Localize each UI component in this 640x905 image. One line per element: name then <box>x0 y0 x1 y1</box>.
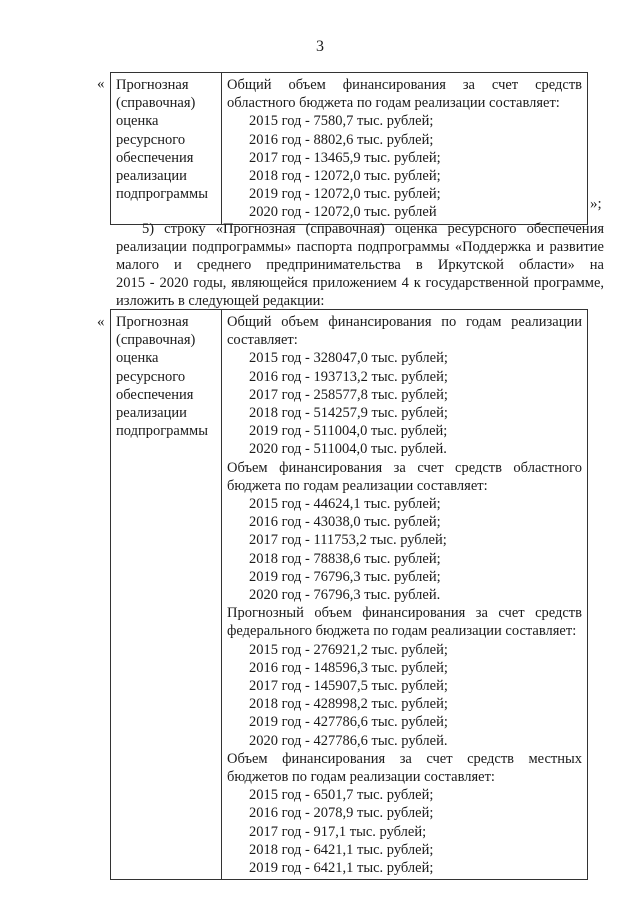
year-amount-line: 2019 год - 6421,1 тыс. рублей; <box>249 860 434 877</box>
amendment-paragraph <box>116 220 604 310</box>
year-amount-line: 2016 год - 8802,6 тыс. рублей; <box>249 131 434 148</box>
year-amount-line: 2017 год - 258577,8 тыс. рублей; <box>249 386 448 403</box>
closing-quote: »; <box>590 196 602 212</box>
label-text <box>116 76 216 203</box>
year-amount-line: 2016 год - 43038,0 тыс. рублей; <box>249 514 441 531</box>
year-amount-line: 2015 год - 44624,1 тыс. рублей; <box>249 496 441 513</box>
content-line: федерального бюджета по годам реализации составляет: <box>227 623 577 640</box>
label-line: ресурсного <box>116 368 186 385</box>
content-text <box>227 76 582 222</box>
year-amount-line: 2020 год - 12072,0 тыс. рублей <box>249 204 437 221</box>
content-line: Общий объем финансирования за счет средств <box>227 77 582 93</box>
label-line: оценка <box>116 113 159 130</box>
year-amount-line: 2019 год - 76796,3 тыс. рублей; <box>249 568 441 585</box>
content-cell <box>222 310 588 880</box>
year-amount-line: 2017 год - 917,1 тыс. рублей; <box>249 823 427 840</box>
label-line: обеспечения <box>116 386 194 403</box>
year-amount-line: 2018 год - 514257,9 тыс. рублей; <box>249 405 448 422</box>
label-line: (справочная) <box>116 332 196 349</box>
label-line: Прогнозная <box>116 314 189 330</box>
label-cell <box>111 73 222 225</box>
content-line: бюджета по годам реализации составляет: <box>227 477 488 494</box>
year-amount-line: 2018 год - 428998,2 тыс. рублей; <box>249 696 448 713</box>
content-line: Объем финансирования за счет средств областного <box>227 459 582 476</box>
paragraph-line: 2015 - 2020 годы, являющейся приложением 4 к государственной программе, <box>116 275 604 291</box>
year-amount-line: 2018 год - 12072,0 тыс. рублей; <box>249 168 441 185</box>
label-line: ресурсного <box>116 131 186 148</box>
year-amount-line: 2016 год - 193713,2 тыс. рублей; <box>249 368 448 385</box>
year-amount-line: 2019 год - 12072,0 тыс. рублей; <box>249 186 441 203</box>
label-line: реализации <box>116 405 187 422</box>
content-line: составляет: <box>227 332 298 349</box>
paragraph-line: малого и среднего предпринимательства в Иркутской области» на <box>116 257 604 273</box>
year-amount-line: 2020 год - 427786,6 тыс. рублей. <box>249 732 448 749</box>
label-cell <box>111 310 222 880</box>
label-line: реализации <box>116 168 187 185</box>
page-number: 3 <box>316 38 324 55</box>
year-amount-line: 2016 год - 2078,9 тыс. рублей; <box>249 805 434 822</box>
year-amount-line: 2016 год - 148596,3 тыс. рублей; <box>249 659 448 676</box>
label-line: оценка <box>116 350 159 367</box>
content-cell <box>222 73 588 225</box>
year-amount-line: 2018 год - 6421,1 тыс. рублей; <box>249 841 434 858</box>
year-amount-line: 2017 год - 145907,5 тыс. рублей; <box>249 678 448 695</box>
year-amount-line: 2015 год - 276921,2 тыс. рублей; <box>249 641 448 658</box>
year-amount-line: 2015 год - 328047,0 тыс. рублей; <box>249 350 448 367</box>
resource-table-old <box>110 72 588 225</box>
opening-quote: « <box>97 314 105 330</box>
year-amount-line: 2020 год - 76796,3 тыс. рублей. <box>249 587 441 604</box>
paragraph-line: 5) строку «Прогнозная (справочная) оценка ресурсного обеспечения <box>142 221 604 237</box>
year-amount-line: 2017 год - 111753,2 тыс. рублей; <box>249 532 447 549</box>
content-line: Прогнозный объем финансирования за счет средств <box>227 605 582 622</box>
year-amount-line: 2017 год - 13465,9 тыс. рублей; <box>249 149 441 166</box>
label-line: подпрограммы <box>116 186 208 203</box>
content-line: областного бюджета по годам реализации составляет: <box>227 95 560 112</box>
year-amount-line: 2015 год - 6501,7 тыс. рублей; <box>249 787 434 804</box>
year-amount-line: 2019 год - 427786,6 тыс. рублей; <box>249 714 448 731</box>
year-amount-line: 2015 год - 7580,7 тыс. рублей; <box>249 113 434 130</box>
label-line: (справочная) <box>116 95 196 112</box>
year-amount-line: 2019 год - 511004,0 тыс. рублей; <box>249 423 448 440</box>
content-line: бюджетов по годам реализации составляет: <box>227 769 495 786</box>
label-line: Прогнозная <box>116 77 189 93</box>
content-text <box>227 313 582 877</box>
year-amount-line: 2018 год - 78838,6 тыс. рублей; <box>249 550 441 567</box>
content-line: Общий объем финансирования по годам реализации <box>227 314 582 330</box>
content-line: Объем финансирования за счет средств местных <box>227 750 582 767</box>
paragraph-line: реализации подпрограммы» паспорта подпрограммы «Поддержка и развитие <box>116 239 604 255</box>
label-line: обеспечения <box>116 149 194 166</box>
label-text <box>116 313 216 440</box>
resource-table-new <box>110 309 588 880</box>
label-line: подпрограммы <box>116 423 208 440</box>
paragraph-line: изложить в следующей редакции: <box>116 293 325 309</box>
opening-quote: « <box>97 76 105 92</box>
year-amount-line: 2020 год - 511004,0 тыс. рублей. <box>249 441 447 458</box>
